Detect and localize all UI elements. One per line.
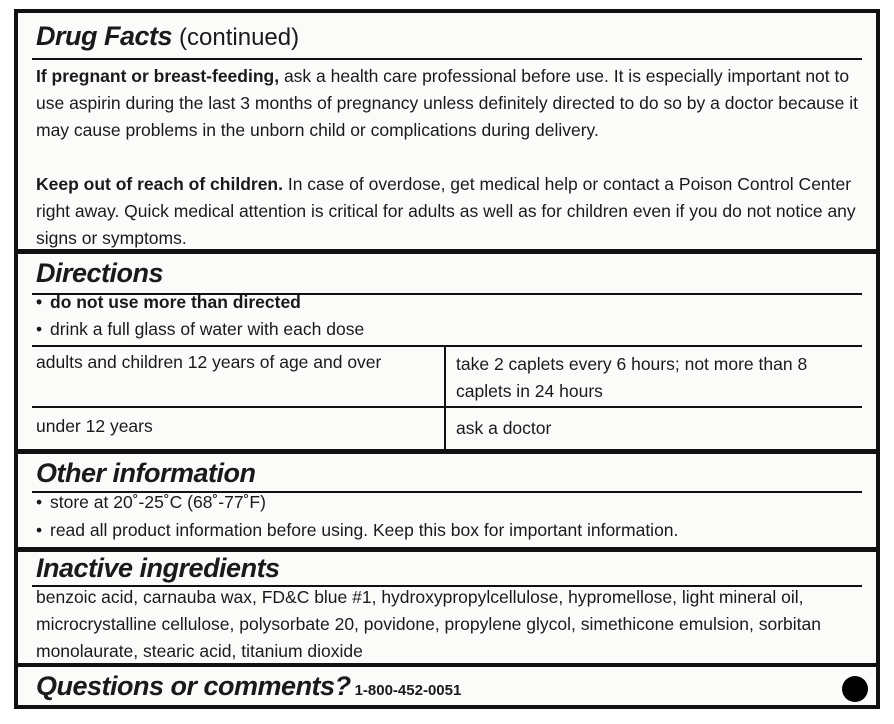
bullet-icon: • <box>36 319 43 339</box>
section-divider <box>18 249 876 254</box>
section-divider <box>18 449 876 454</box>
questions-line <box>36 671 461 702</box>
children-warning-text: In case of overdose, get medical help or contact a Poison Control Center right away. Quick medical attention is critical for adults as well as for children even if you do not notice any signs or symptoms. <box>36 174 856 248</box>
drug-facts-title: Drug Facts (continued) <box>36 21 300 51</box>
section-divider <box>18 547 876 552</box>
dosage-instruction-children: ask a doctor <box>456 418 552 438</box>
other-information-bullet: • store at 20˚-25˚C (68˚-77˚F) <box>36 489 266 516</box>
other-information-bullet: • read all product information before using. Keep this box for important information. <box>36 517 678 544</box>
phone-number: 1-800-452-0051 <box>354 682 462 699</box>
continued-label: (continued) <box>179 24 300 51</box>
drug-facts-panel <box>14 9 880 709</box>
directions-bullet: • drink a full glass of water with each dose <box>36 316 364 343</box>
bullet-icon: • <box>36 520 43 540</box>
children-warning <box>36 171 862 252</box>
table-column-divider <box>444 345 446 449</box>
dosage-table <box>32 345 862 449</box>
inactive-ingredients-title: Inactive ingredients <box>36 553 280 583</box>
directions-title: Directions <box>36 258 164 288</box>
pregnancy-warning <box>36 63 862 144</box>
dosage-group-adults: adults and children 12 years of age and over <box>36 352 382 372</box>
other-information-title: Other information <box>36 458 256 488</box>
bullet-icon: • <box>36 292 43 312</box>
table-rule <box>32 406 862 408</box>
pregnancy-warning-label: If pregnant or breast-feeding, <box>36 66 280 86</box>
inactive-ingredients-list: benzoic acid, carnauba wax, FD&C blue #1, hydroxypropylcellulose, hypromellose, light mineral oil, microcrystalline cellulose, polysorbate 20, povidone, propylene glycol, simethicone emulsion, sorbitan monolaurate, stearic acid, titanium dioxide <box>36 587 821 661</box>
directions-bullet: • do not use more than directed <box>36 289 301 316</box>
bullet-icon: • <box>36 492 43 512</box>
table-rule <box>32 345 862 347</box>
children-warning-label: Keep out of reach of children. <box>36 174 283 194</box>
dosage-group-children: under 12 years <box>36 416 153 436</box>
black-dot-icon <box>842 676 868 702</box>
header-rule <box>32 58 862 60</box>
dosage-instruction-adults: take 2 caplets every 6 hours; not more than 8 caplets in 24 hours <box>456 354 808 401</box>
pregnancy-warning-text: ask a health care professional before use. It is especially important not to use aspirin during the last 3 months of pregnancy unless definitely directed to do so by a doctor because it may cause problems in the unborn child or complications during delivery. <box>36 66 859 140</box>
questions-section <box>18 667 876 705</box>
questions-title: Questions or comments? <box>36 671 351 701</box>
